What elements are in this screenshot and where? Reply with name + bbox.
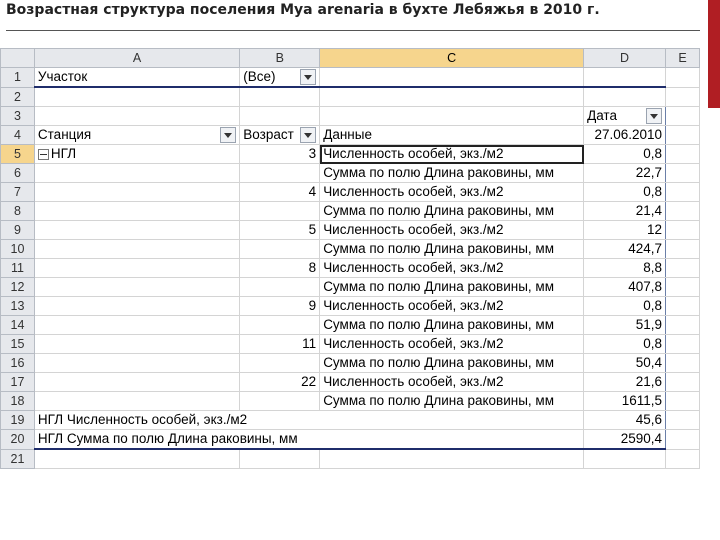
data-field-header: Данные xyxy=(320,126,584,145)
dropdown-arrow-icon[interactable] xyxy=(220,127,236,143)
row-header[interactable]: 4 xyxy=(1,126,35,145)
date-value: 27.06.2010 xyxy=(584,126,666,145)
row-header[interactable]: 15 xyxy=(1,335,35,354)
table-row xyxy=(1,449,700,469)
column-header-e[interactable]: E xyxy=(666,49,700,68)
metric-sum-label[interactable]: Сумма по полю Длина раковины, мм xyxy=(320,240,584,259)
row-header[interactable]: 21 xyxy=(1,449,35,469)
metric-sum-label[interactable]: Сумма по полю Длина раковины, мм xyxy=(320,392,584,411)
metric-count-label[interactable]: Численность особей, экз./м2 xyxy=(320,221,584,240)
metric-count-label[interactable]: Численность особей, экз./м2 xyxy=(320,335,584,354)
row-header[interactable]: 17 xyxy=(1,373,35,392)
title-divider xyxy=(6,30,700,31)
metric-count-label[interactable]: Численность особей, экз./м2 xyxy=(320,145,584,164)
table-row xyxy=(1,126,700,145)
pivot-grid xyxy=(0,48,700,469)
count-value[interactable]: 0,8 xyxy=(584,183,666,202)
metric-count-label[interactable]: Численность особей, экз./м2 xyxy=(320,183,584,202)
row-header[interactable]: 13 xyxy=(1,297,35,316)
metric-sum-label[interactable]: Сумма по полю Длина раковины, мм xyxy=(320,164,584,183)
row-header[interactable]: 3 xyxy=(1,107,35,126)
filter-dropdown[interactable] xyxy=(240,68,320,88)
age-cell[interactable]: 9 xyxy=(240,297,320,316)
dropdown-arrow-icon[interactable] xyxy=(300,127,316,143)
date-field-header[interactable]: Дата xyxy=(584,107,666,126)
table-row xyxy=(1,107,700,126)
table-row xyxy=(1,240,700,259)
column-header-d[interactable]: D xyxy=(584,49,666,68)
table-row xyxy=(1,259,700,278)
spreadsheet xyxy=(0,48,700,476)
sum-value[interactable]: 407,8 xyxy=(584,278,666,297)
sum-value[interactable]: 51,9 xyxy=(584,316,666,335)
slide-title: Возрастная структура поселения Mya arenaria в бухте Лебяжья в 2010 г. xyxy=(6,2,600,18)
row-header[interactable]: 12 xyxy=(1,278,35,297)
row-header[interactable]: 10 xyxy=(1,240,35,259)
table-row xyxy=(1,87,700,107)
row-header[interactable]: 2 xyxy=(1,87,35,107)
dropdown-arrow-icon[interactable] xyxy=(300,69,316,85)
metric-sum-label[interactable]: Сумма по полю Длина раковины, мм xyxy=(320,278,584,297)
table-row xyxy=(1,316,700,335)
table-row xyxy=(1,68,700,88)
row-header[interactable]: 20 xyxy=(1,430,35,450)
row-header[interactable]: 7 xyxy=(1,183,35,202)
column-header-b[interactable]: B xyxy=(240,49,320,68)
table-row xyxy=(1,430,700,450)
total-count-label[interactable]: НГЛ Численность особей, экз./м2 xyxy=(34,411,583,430)
age-cell[interactable]: 3 xyxy=(240,145,320,164)
metric-count-label[interactable]: Численность особей, экз./м2 xyxy=(320,259,584,278)
row-header[interactable]: 14 xyxy=(1,316,35,335)
row-header[interactable]: 16 xyxy=(1,354,35,373)
count-value[interactable]: 8,8 xyxy=(584,259,666,278)
filter-label: Участок xyxy=(34,68,239,88)
table-row xyxy=(1,297,700,316)
age-cell[interactable]: 11 xyxy=(240,335,320,354)
accent-bar xyxy=(708,0,720,108)
sum-value[interactable]: 22,7 xyxy=(584,164,666,183)
table-row xyxy=(1,354,700,373)
table-row xyxy=(1,278,700,297)
station-cell[interactable]: НГЛ xyxy=(34,145,239,164)
row-header[interactable]: 1 xyxy=(1,68,35,88)
collapse-icon[interactable] xyxy=(38,149,49,160)
metric-sum-label[interactable]: Сумма по полю Длина раковины, мм xyxy=(320,354,584,373)
row-header[interactable]: 19 xyxy=(1,411,35,430)
table-row xyxy=(1,221,700,240)
filter-value: (Все) xyxy=(243,69,276,84)
metric-count-label[interactable]: Численность особей, экз./м2 xyxy=(320,373,584,392)
table-row xyxy=(1,335,700,354)
station-field-header[interactable]: Станция xyxy=(34,126,239,145)
count-value[interactable]: 21,6 xyxy=(584,373,666,392)
table-row xyxy=(1,202,700,221)
row-header[interactable]: 8 xyxy=(1,202,35,221)
metric-sum-label[interactable]: Сумма по полю Длина раковины, мм xyxy=(320,316,584,335)
age-field-header[interactable]: Возраст xyxy=(240,126,320,145)
sum-value[interactable]: 424,7 xyxy=(584,240,666,259)
table-row xyxy=(1,392,700,411)
table-row xyxy=(1,145,700,164)
age-cell[interactable]: 22 xyxy=(240,373,320,392)
row-header[interactable]: 5 xyxy=(1,145,35,164)
table-row xyxy=(1,183,700,202)
total-sum-label[interactable]: НГЛ Сумма по полю Длина раковины, мм xyxy=(34,430,583,450)
sum-value[interactable]: 50,4 xyxy=(584,354,666,373)
total-sum-value[interactable]: 2590,4 xyxy=(584,430,666,450)
column-header-row xyxy=(1,49,700,68)
row-header[interactable]: 18 xyxy=(1,392,35,411)
age-cell[interactable]: 5 xyxy=(240,221,320,240)
sum-value[interactable]: 21,4 xyxy=(584,202,666,221)
count-value[interactable]: 0,8 xyxy=(584,297,666,316)
count-value[interactable]: 12 xyxy=(584,221,666,240)
age-cell[interactable]: 8 xyxy=(240,259,320,278)
table-row xyxy=(1,164,700,183)
count-value[interactable]: 0,8 xyxy=(584,335,666,354)
metric-count-label[interactable]: Численность особей, экз./м2 xyxy=(320,297,584,316)
table-row xyxy=(1,411,700,430)
select-all-corner[interactable] xyxy=(1,49,35,68)
row-header[interactable]: 11 xyxy=(1,259,35,278)
sum-value[interactable]: 1611,5 xyxy=(584,392,666,411)
column-header-c[interactable]: C xyxy=(320,49,584,68)
metric-sum-label[interactable]: Сумма по полю Длина раковины, мм xyxy=(320,202,584,221)
dropdown-arrow-icon[interactable] xyxy=(646,108,662,124)
row-header[interactable]: 9 xyxy=(1,221,35,240)
total-count-value[interactable]: 45,6 xyxy=(584,411,666,430)
table-row xyxy=(1,373,700,392)
column-header-a[interactable]: A xyxy=(34,49,239,68)
row-header[interactable]: 6 xyxy=(1,164,35,183)
count-value[interactable]: 0,8 xyxy=(584,145,666,164)
age-cell[interactable]: 4 xyxy=(240,183,320,202)
